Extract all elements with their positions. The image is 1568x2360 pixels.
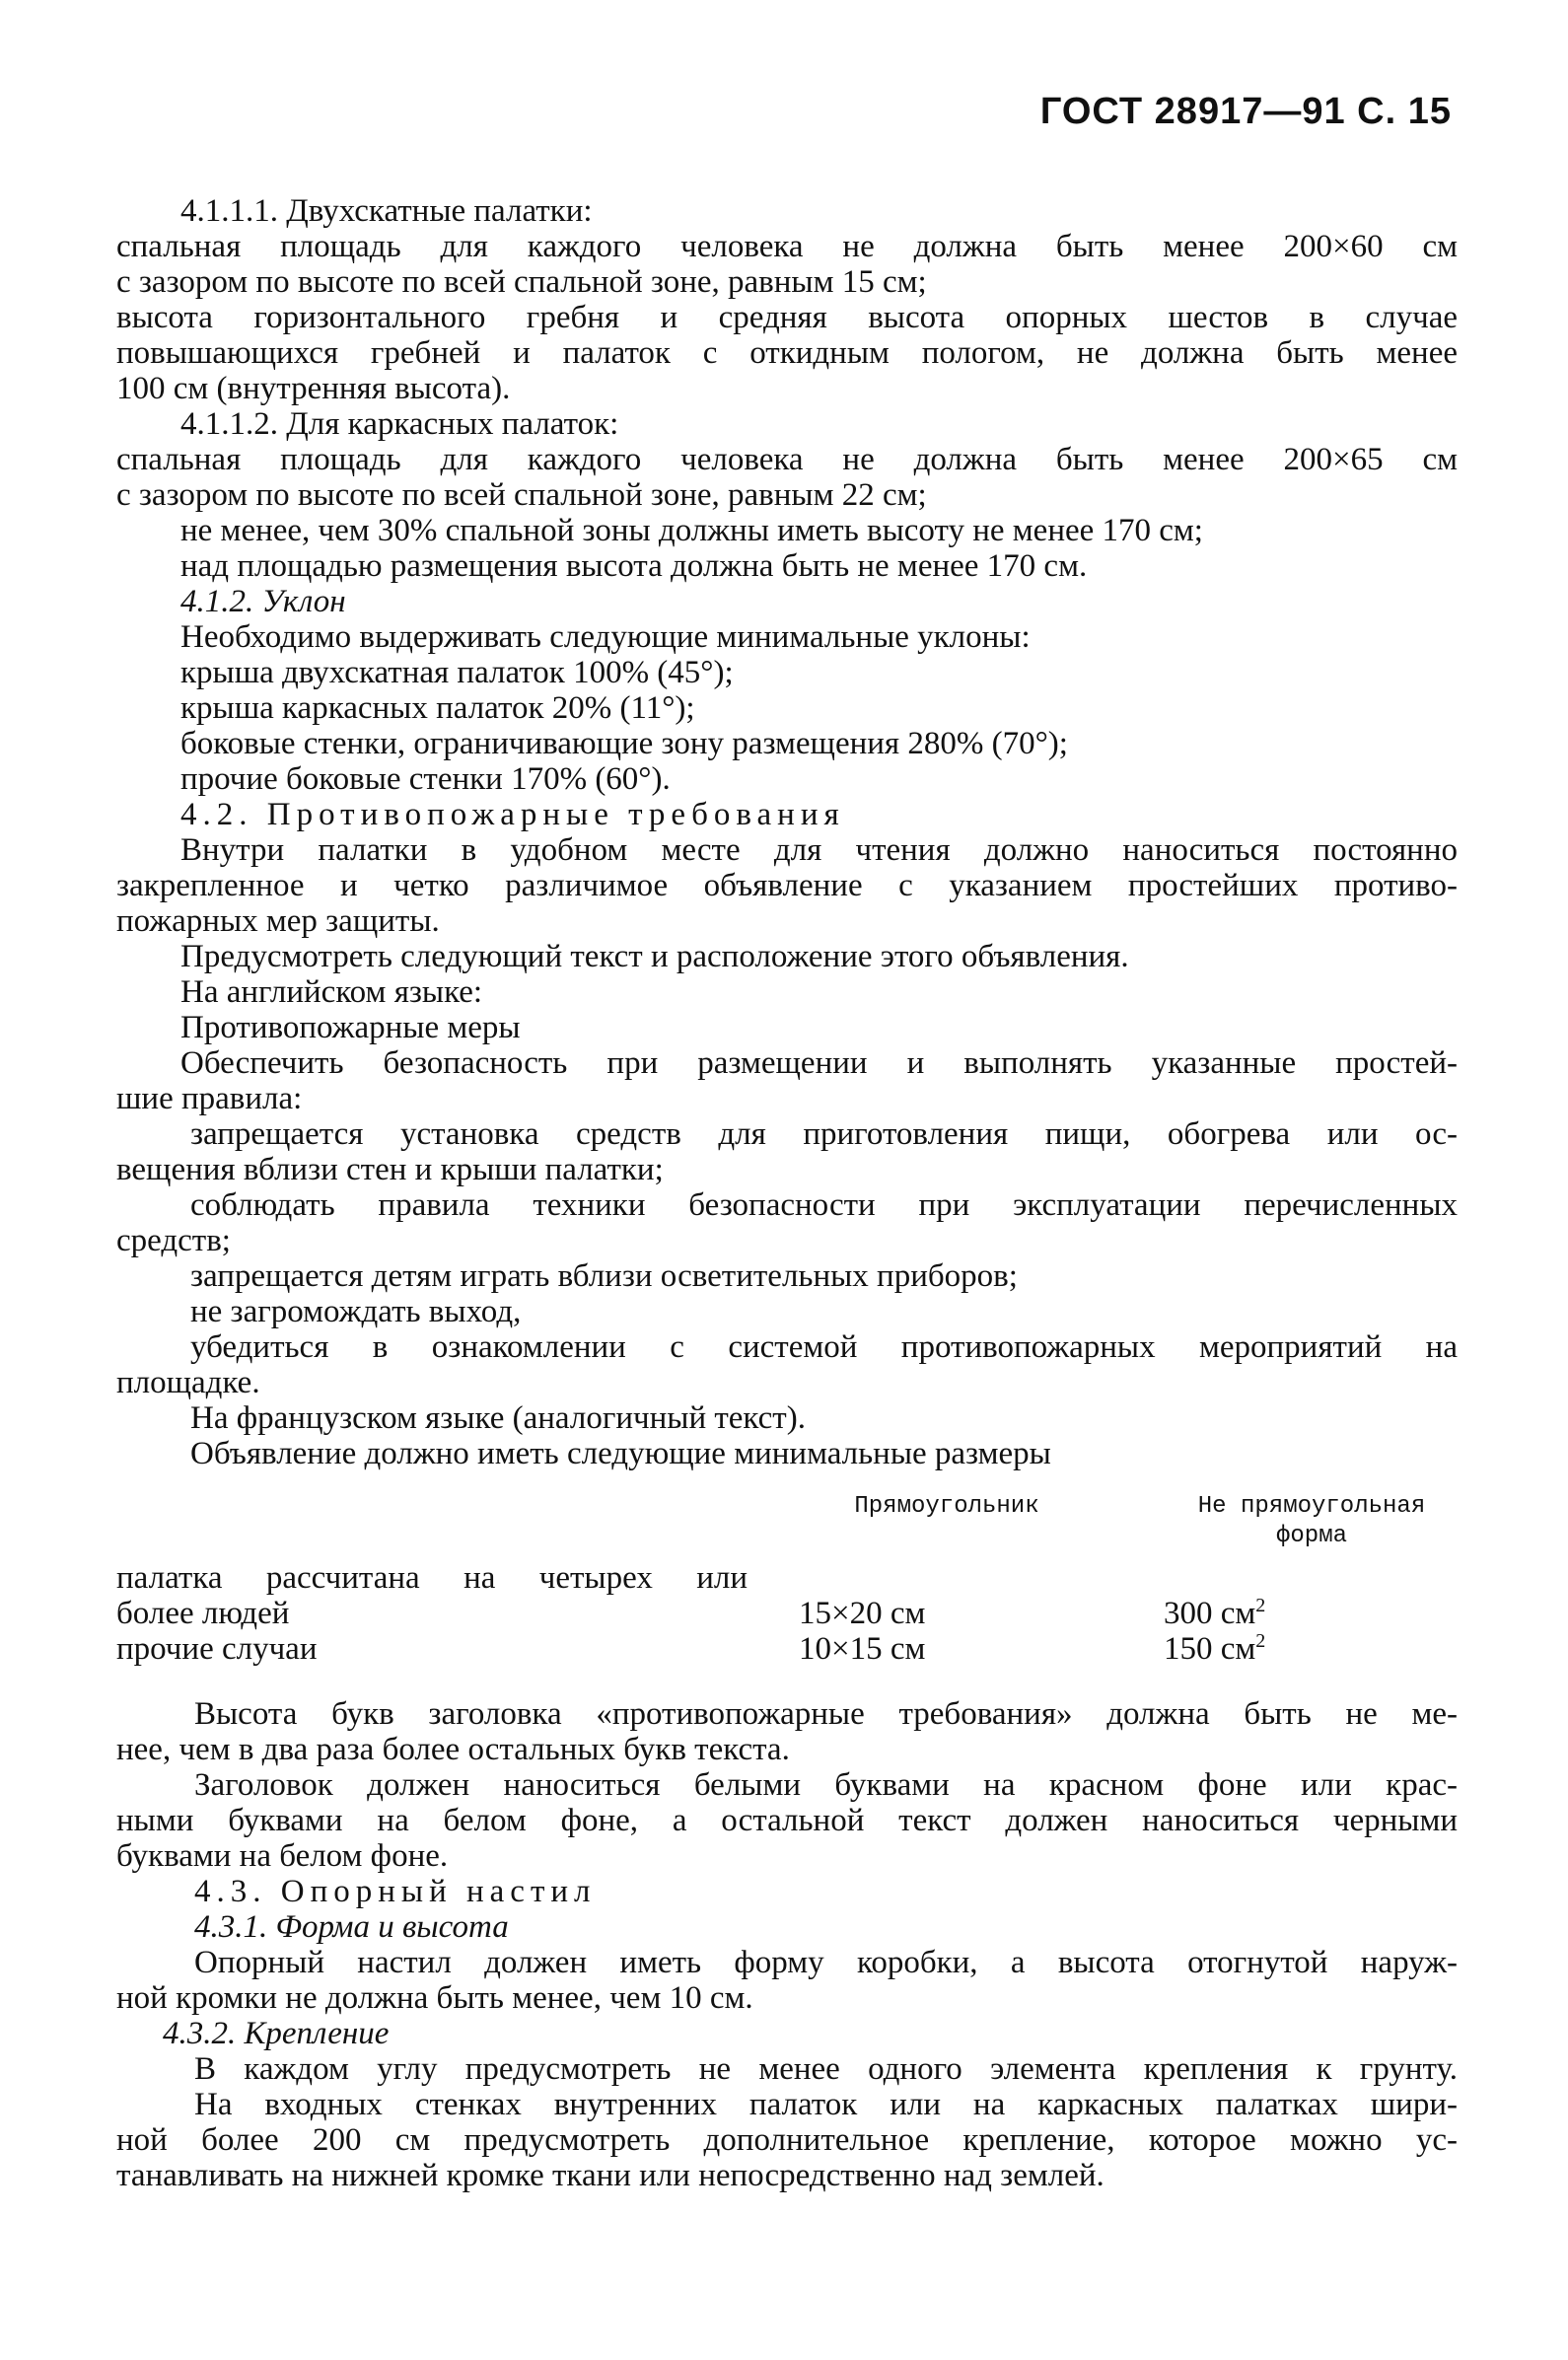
table-cell-rect: 10×15 см [799,1631,926,1667]
text-line: убедиться в ознакомлении с системой противопожарных мероприятий на [190,1329,1458,1365]
text-line: спальная площадь для каждого человека не должна быть менее 200×60 см [116,229,1458,264]
text-line: соблюдать правила техники безопасности при эксплуатации перечисленных [190,1187,1458,1223]
table-row-label: более людей [116,1596,290,1631]
text-line: площадке. [116,1365,260,1400]
text-line: Необходимо выдерживать следующие минимальные уклоны: [180,619,1031,655]
clause-4-3-2-title: 4.3.2. Крепление [163,2016,390,2051]
table-cell-rect: 15×20 см [799,1596,926,1631]
clause-4-1-1-2: 4.1.1.2. Для каркасных палаток: [180,406,619,442]
text-line: Заголовок должен наноситься белыми буквами на красном фоне или крас- [194,1767,1458,1803]
section-4-2-title: 4.2. Противопожарные требования [180,797,845,832]
table-row-label: палатка рассчитана на четырех или [116,1560,748,1596]
text-line: ными буквами на белом фоне, а остальной текст должен наноситься черными [116,1803,1458,1838]
text-line: повышающихся гребней и палаток с откидным пологом, не должна быть менее [116,335,1458,371]
text-line: нее, чем в два раза более остальных букв текста. [116,1732,790,1767]
text-line: буквами на белом фоне. [116,1838,449,1874]
text-line: ной более 200 см предусмотреть дополнительное крепление, которое можно ус- [116,2122,1458,2158]
text-line: Обеспечить безопасность при размещении и выполнять указанные простей- [180,1045,1458,1081]
text-line: запрещается установка средств для приготовления пищи, обогрева или ос- [190,1116,1458,1152]
text-line: закрепленное и четко различимое объявление с указанием простейших противо- [116,868,1458,903]
table-header-nonrect: Не прямоугольная форма [1197,1493,1426,1549]
text-line: пожарных мер защиты. [116,903,440,939]
section-4-3-title: 4.3. Опорный настил [194,1874,597,1909]
text-line: с зазором по высоте по всей спальной зоне, равным 22 см; [116,477,927,513]
text-line: Опорный настил должен иметь форму коробки, а высота отогнутой наруж- [194,1945,1458,1980]
table-row-label: прочие случаи [116,1631,318,1667]
text-line: вещения вблизи стен и крыши палатки; [116,1152,664,1187]
text-line: с зазором по высоте по всей спальной зоне, равным 15 см; [116,264,927,300]
text-line: не менее, чем 30% спальной зоны должны иметь высоту не менее 170 см; [180,513,1203,548]
clause-4-1-2-title: 4.1.2. Уклон [180,584,346,619]
clause-4-1-1-1: 4.1.1.1. Двухскатные палатки: [180,193,593,229]
text-line: ной кромки не должна быть менее, чем 10 см. [116,1980,753,2016]
text-line: средств; [116,1223,231,1258]
table-cell-nonrect: 150 $см^2$ [1164,1630,1266,1667]
text-line: крыша каркасных палаток 20% (11°); [180,690,695,726]
text-line: На входных стенках внутренних палаток или на каркасных палатках шири- [194,2087,1458,2122]
text-line: крыша двухскатная палаток 100% (45°); [180,655,734,690]
text-line: спальная площадь для каждого человека не должна быть менее 200×65 см [116,442,1458,477]
table-cell-nonrect: 300 $см^2$ [1164,1595,1266,1631]
text-line: боковые стенки, ограничивающие зону размещения 280% (70°); [180,726,1068,761]
text-line: не загромождать выход, [190,1294,522,1329]
text-line: Высота букв заголовка «противопожарные требования» должна быть не ме- [194,1696,1458,1732]
text-line: На английском языке: [180,974,483,1010]
text-line: высота горизонтального гребня и средняя высота опорных шестов в случае [116,300,1458,335]
text-line: над площадью размещения высота должна быть не менее 170 см. [180,548,1088,584]
text-line: В каждом углу предусмотреть не менее одного элемента крепления к грунту. [194,2051,1458,2087]
text-line: запрещается детям играть вблизи осветительных приборов; [190,1258,1018,1294]
clause-4-3-1-title: 4.3.1. Форма и высота [194,1909,509,1945]
text-line: танавливать на нижней кромке ткани или непосредственно над землей. [116,2158,1105,2193]
text-line: шие правила: [116,1081,303,1116]
table-header-rect: Прямоугольник [854,1493,1039,1520]
text-line: Объявление должно иметь следующие минимальные размеры [190,1436,1051,1471]
text-line: Внутри палатки в удобном месте для чтения должно наноситься постоянно [180,832,1458,868]
text-line: прочие боковые стенки 170% (60°). [180,761,671,797]
text-line: На французском языке (аналогичный текст). [190,1400,806,1436]
text-line: Предусмотреть следующий текст и расположение этого объявления. [180,939,1129,974]
text-line: 100 см (внутренняя высота). [116,371,511,406]
page-header: ГОСТ 28917—91 С. 15 [1039,91,1452,132]
text-line: Противопожарные меры [180,1010,521,1045]
